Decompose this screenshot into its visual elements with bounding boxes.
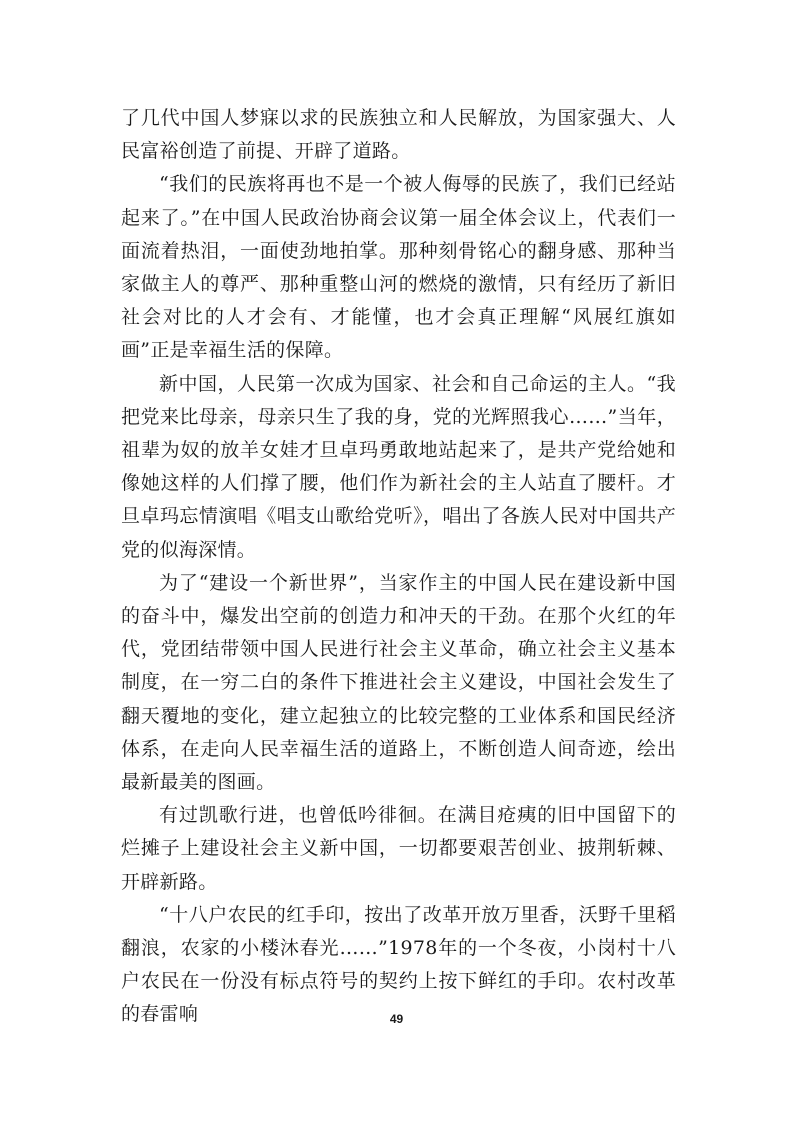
page-number: 49 — [389, 1012, 404, 1026]
paragraph: “我们的民族将再也不是一个被人侮辱的民族了，我们已经站起来了。”在中国人民政治协商会议第一届全体会议上，代表们一面流着热泪，一面使劲地拍掌。那种刻骨铭心的翻身感、那种当家做主人的尊严、那种重整山河的燃烧的激情，只有经历了新旧社会对比的人才会有、才能懂，也才会真正理解“风展红旗如画”正是幸福生活的保障。 — [121, 173, 676, 362]
paragraph: 有过凯歌行进，也曾低吟徘徊。在满目疮痍的旧中国留下的烂摊子上建设社会主义新中国，一切都要艰苦创业、披荆斩棘、开辟新路。 — [121, 804, 676, 893]
paragraph: 为了“建设一个新世界”，当家作主的中国人民在建设新中国的奋斗中，爆发出空前的创造力和冲天的干劲。在那个火红的年代，党团结带领中国人民进行社会主义革命，确立社会主义基本制度，在一穷二白的条件下推进社会主义建设，中国社会发生了翻天覆地的变化，建立起独立的比较完整的工业体系和国民经济体系，在走向人民幸福生活的道路上，不断创造人间奇迹，绘出最新最美的图画。 — [121, 571, 676, 794]
paragraph: 了几代中国人梦寐以求的民族独立和人民解放，为国家强大、人民富裕创造了前提、开辟了道路。 — [121, 107, 676, 163]
paragraph: 新中国，人民第一次成为国家、社会和自己命运的主人。“我把党来比母亲，母亲只生了我的身，党的光辉照我心……”当年，祖辈为奴的放羊女娃才旦卓玛勇敢地站起来了，是共产党给她和像她这样的人们撑了腰，他们作为新社会的主人站直了腰杆。才旦卓玛忘情演唱《唱支山歌给党听》，唱出了各族人民对中国共产党的似海深情。 — [121, 372, 676, 561]
body-text — [121, 102, 676, 1032]
paragraph: “十八户农民的红手印，按出了改革开放万里香，沃野千里稻翻浪，农家的小楼沐春光……”1978年的一个冬夜，小岗村十八户农民在一份没有标点符号的契约上按下鲜红的手印。农村改革的春雷响 — [121, 903, 676, 1026]
